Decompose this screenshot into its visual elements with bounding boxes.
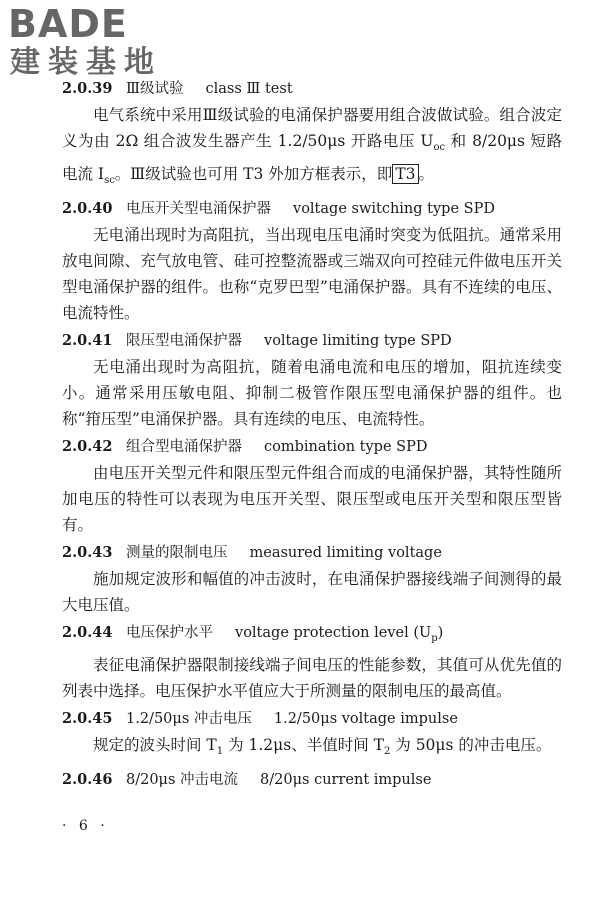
term-heading xyxy=(62,620,562,652)
term-en: 1.2/50μs voltage impulse xyxy=(273,711,458,728)
term-entry xyxy=(62,620,562,704)
boxed-label: T3 xyxy=(392,164,418,184)
term-zh: 电压保护水平 xyxy=(126,625,213,642)
term-definition: 表征电涌保护器限制接线端子间电压的性能参数，其值可从优先值的列表中选择。电压保护水平值应大于所测量的限制电压的最高值。 xyxy=(62,656,562,701)
logo-text: BADE xyxy=(8,2,128,46)
term-number: 2.0.39 xyxy=(62,80,113,97)
term-zh: 1.2/50μs 冲击电压 xyxy=(126,711,252,728)
term-en: voltage switching type SPD xyxy=(293,201,495,218)
term-number: 2.0.46 xyxy=(62,771,113,789)
term-heading xyxy=(62,328,562,354)
term-entry xyxy=(62,706,562,765)
term-en: voltage limiting type SPD xyxy=(264,333,452,350)
term-zh: 8/20μs 冲击电流 xyxy=(126,772,239,789)
term-number: 2.0.45 xyxy=(62,710,113,728)
term-en: measured limiting voltage xyxy=(249,545,442,562)
term-entry xyxy=(62,767,562,793)
term-zh: 限压型电涌保护器 xyxy=(126,333,242,350)
term-number: 2.0.41 xyxy=(62,332,113,350)
term-number: 2.0.40 xyxy=(62,200,113,218)
document-body xyxy=(62,76,562,793)
term-definition: 由电压开关型元件和限压型元件组合而成的电涌保护器，其特性随所加电压的特性可以表现为电压开关型、限压型或电压开关型和限压型皆有。 xyxy=(62,464,562,535)
term-number: 2.0.44 xyxy=(62,624,113,642)
term-zh: 电压开关型电涌保护器 xyxy=(126,201,271,218)
term-heading xyxy=(62,767,562,793)
term-heading xyxy=(62,434,562,460)
term-definition: 无电涌出现时为高阻抗，当出现电压电涌时突变为低阻抗。通常采用放电间隙、充气放电管、硅可控整流器或三端双向可控硅元件做电压开关型电涌保护器的组件。也称“克罗巴型”电涌保护器。具有不连续的电压、电流特性。 xyxy=(62,226,562,323)
page-number: · 6 · xyxy=(62,818,109,834)
term-heading xyxy=(62,196,562,222)
term-definition: 电气系统中采用Ⅲ级试验的电涌保护器要用组合波做试验。组合波定义为由 2Ω 组合波发生器产生 1.2/50μs 开路电压 $U_{oc}$ 和 8/20μs 短路电流 $I_{sc}$。Ⅲ级试验也可用 T3 外加方框表示，即 T3 。 xyxy=(62,106,562,187)
term-entry xyxy=(62,328,562,432)
term-entry xyxy=(62,434,562,538)
term-en: voltage protection level $(U_p)$ xyxy=(235,625,444,645)
term-definition: 无电涌出现时为高阻抗，随着电涌电流和电压的增加，阻抗连续变小。通常采用压敏电阻、抑制二极管作限压型电涌保护器的组件。也称“箝压型”电涌保护器。具有连续的电压、电流特性。 xyxy=(62,358,562,429)
term-entry xyxy=(62,196,562,326)
term-en: 8/20μs current impulse xyxy=(260,772,432,789)
term-en: class Ⅲ test xyxy=(205,81,293,97)
term-definition: 规定的波头时间 $T_1$ 为 1.2μs、半值时间 $T_2$ 为 50μs 的冲击电压。 xyxy=(93,736,552,758)
term-definition: 施加规定波形和幅值的冲击波时，在电涌保护器接线端子间测得的最大电压值。 xyxy=(62,570,562,615)
publisher-logo xyxy=(8,4,178,84)
term-zh: Ⅲ级试验 xyxy=(126,81,184,97)
term-zh: 组合型电涌保护器 xyxy=(126,439,242,456)
term-entry xyxy=(62,540,562,618)
term-zh: 测量的限制电压 xyxy=(126,545,228,562)
term-number: 2.0.42 xyxy=(62,438,113,456)
term-heading xyxy=(62,540,562,566)
logo-cn-text: 建装基地 xyxy=(10,45,162,80)
term-heading xyxy=(62,76,562,102)
term-number: 2.0.43 xyxy=(62,544,113,562)
term-heading xyxy=(62,706,562,732)
term-en: combination type SPD xyxy=(264,439,428,456)
term-entry xyxy=(62,76,562,194)
